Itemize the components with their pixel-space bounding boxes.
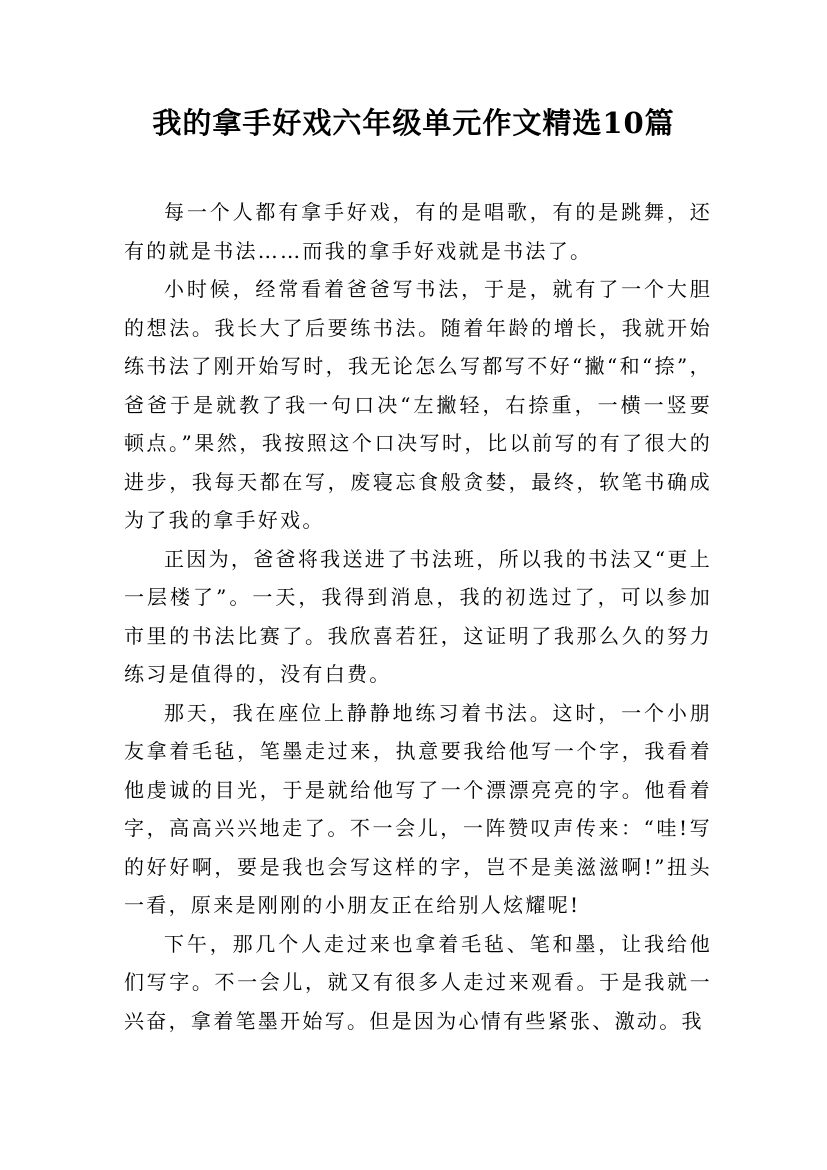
- paragraph: 正因为，爸爸将我送进了书法班，所以我的书法又“更上一层楼了”。一天，我得到消息，我的初选过了，可以参加市里的书法比赛了。我欣喜若狂，这证明了我那么久的努力练习是值得的，没有白费。: [124, 546, 712, 686]
- document-body: [124, 193, 712, 1040]
- paragraph: 那天，我在座位上静静地练习着书法。这时，一个小朋友拿着毛毡，笔墨走过来，执意要我给他写一个字，我看着他虔诚的目光，于是就给他写了一个漂漂亮亮的字。他看着字，高高兴兴地走了。不一会儿，一阵赞叹声传来：“哇!写的好好啊，要是我也会写这样的字，岂不是美滋滋啊!”扭头一看，原来是刚刚的小朋友正在给别人炫耀呢!: [124, 700, 712, 917]
- document-title: 我的拿手好戏六年级单元作文精选10篇: [152, 106, 675, 140]
- paragraph: 小时候，经常看着爸爸写书法，于是，就有了一个大胆的想法。我长大了后要练书法。随着年龄的增长，我就开始练书法了刚开始写时，我无论怎么写都写不好“撇“和“捺”，爸爸于是就教了我一句口决“左撇轻，右捺重，一横一竖要顿点。”果然，我按照这个口决写时，比以前写的有了很大的进步，我每天都在写，废寝忘食般贪婪，最终，软笔书确成为了我的拿手好戏。: [124, 277, 712, 532]
- paragraph: 下午，那几个人走过来也拿着毛毡、笔和墨，让我给他们写字。不一会儿，就又有很多人走过来观看。于是我就一兴奋，拿着笔墨开始写。但是因为心情有些紧张、激动。我: [124, 931, 712, 1033]
- paragraph: 每一个人都有拿手好戏，有的是唱歌，有的是跳舞，还有的就是书法……而我的拿手好戏就是书法了。: [124, 200, 712, 263]
